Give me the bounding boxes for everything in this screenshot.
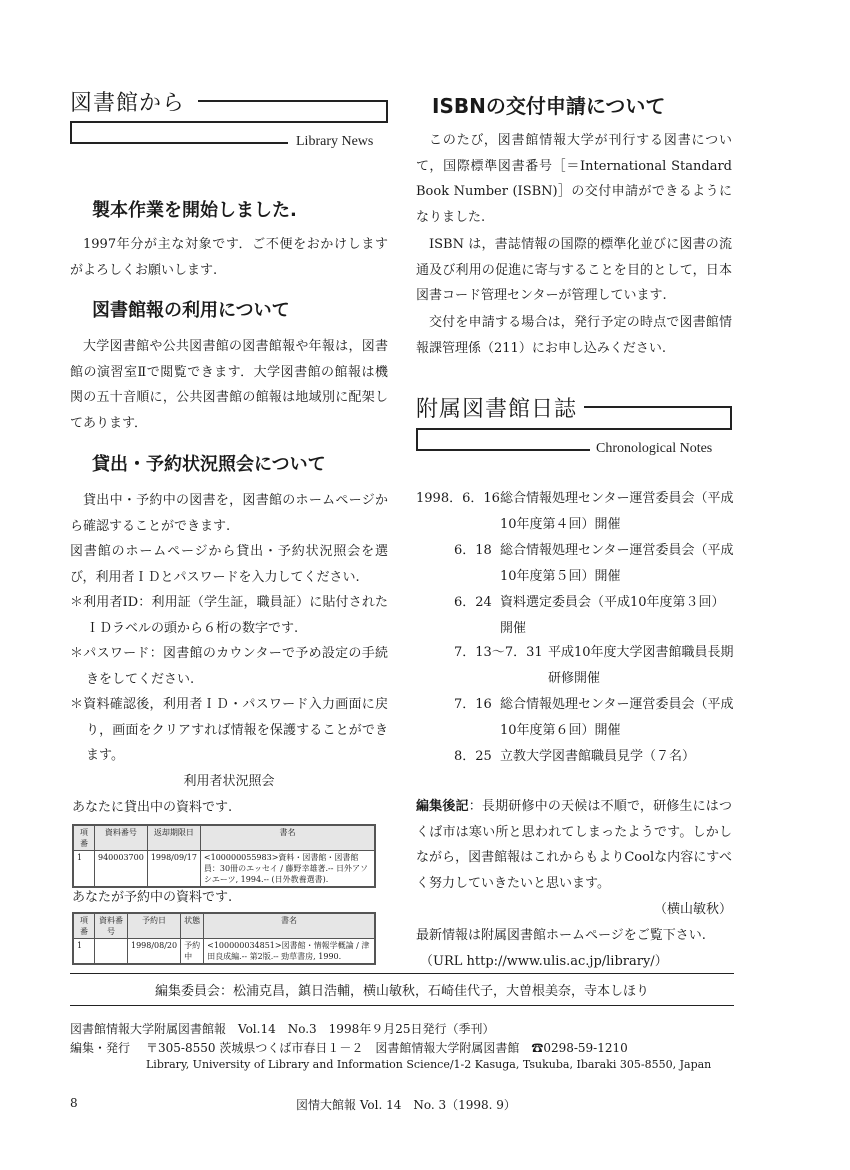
reserve-header-id: 資料番号 xyxy=(95,914,128,939)
loan-header-due: 返却期限日 xyxy=(147,826,200,851)
article-heading: 図書館報の利用について xyxy=(92,300,290,321)
list-item xyxy=(416,590,736,642)
editorial-committee: 編集委員会：松浦克昌，鎮日浩輔，横山敏秋，石崎佳代子，大曽根美奈，寺本しほり xyxy=(154,984,649,999)
title-rule xyxy=(584,406,732,408)
loan-cell: <100000055983>資料・図書館・図書館員：30冊のエッセイ / 藤野幸雄著.-- 日外アソシエーツ, 1994.-- (日外教養選書). xyxy=(200,851,374,887)
article-paragraph: このたび，図書館情報大学が刊行する図書について，国際標準図書番号［＝International Standard Book Number (ISBN)］の交付申請ができるようになりました. xyxy=(416,133,732,225)
section-title: 附属図書館日誌 xyxy=(416,397,578,422)
divider xyxy=(70,973,734,974)
section-caption: Library News xyxy=(296,134,374,149)
reserve-cell: 1998/08/20 xyxy=(128,939,181,964)
screenshot-title: 利用者状況照会 xyxy=(183,774,275,789)
article-paragraph: 大学図書館や公共図書館の図書館報や年報は，図書館の演習室Ⅱで閲覧できます．大学図書館の館報は機関の五十音順に，公共図書館の館報は地域別に配架してあります． xyxy=(70,339,388,431)
title-rule xyxy=(198,100,388,102)
reserve-header-date: 予約日 xyxy=(128,914,181,939)
latest-url[interactable] xyxy=(420,950,668,969)
list-item xyxy=(416,744,736,770)
loan-header-title: 書名 xyxy=(200,826,374,851)
caption-rule xyxy=(70,142,288,144)
list-item xyxy=(416,538,736,590)
reserve-header-status: 状態 xyxy=(181,914,204,939)
table-row xyxy=(74,851,375,887)
diary-date: 1998．6．16 xyxy=(416,491,500,506)
title-box-left xyxy=(416,428,418,450)
diary-text: 資料選定委員会（平成10年度第３回）開催 xyxy=(500,595,725,636)
divider xyxy=(70,1005,734,1006)
diary-text: 総合情報処理センター運営委員会（平成10年度第４回）開催 xyxy=(500,491,734,532)
page-number: 8 xyxy=(70,1096,78,1110)
diary-date: 6．18 xyxy=(454,543,492,558)
loan-header-id: 資料番号 xyxy=(95,826,148,851)
note-item: ＊パスワード：図書館のカウンターで予め設定の手続きをしてください. xyxy=(70,646,388,687)
diary-text: 平成10年度大学図書館職員長期研修開催 xyxy=(548,645,734,686)
loan-header-no: 項番 xyxy=(74,826,95,851)
table-row xyxy=(74,939,375,964)
reserve-header-title: 書名 xyxy=(204,914,375,939)
colophon-line: 〒305-8550 茨城県つくば市春日１－２ 図書館情報大学附属図書館 ☎0298-59-1210 xyxy=(146,1041,628,1055)
reserve-table xyxy=(72,912,376,965)
colophon-line: 図書館情報大学附属図書館報 Vol.14 No.3 1998年９月25日発行（季刊） xyxy=(70,1022,495,1036)
title-box-top xyxy=(416,428,732,430)
article-heading: 貸出・予約状況照会について xyxy=(92,454,326,475)
article-paragraph: ISBN は，書誌情報の国際的標準化並びに図書の流通及び利用の促進に寄与することを目的として，日本図書コード管理センターが管理しています. xyxy=(416,237,732,303)
section-title: 図書館から xyxy=(70,91,186,116)
postscript-text: ：長期研修中の天候は不順で，研修生にはつくば市は寒い所と思われてしまったようです。しかしながら，図書館報はこれからもよりCoolな内容にすべく努力していきたいと思います。 xyxy=(416,799,732,891)
running-title: 図情大館報 Vol. 14 No. 3（1998. 9） xyxy=(296,1098,516,1112)
caption-rule xyxy=(416,449,590,451)
list-item xyxy=(416,640,736,692)
diary-date: 7．16 xyxy=(454,697,492,712)
reserve-caption: あなたが予約中の資料です. xyxy=(72,890,233,905)
title-box-right xyxy=(386,100,388,122)
article-heading: 製本作業を開始しました. xyxy=(92,200,297,221)
reserve-cell: <100000034851>図書館・情報学概論 / 津田良成編.-- 第2版.-- 勁草書房, 1990. xyxy=(204,939,375,964)
diary-text: 総合情報処理センター運営委員会（平成10年度第６回）開催 xyxy=(500,697,734,738)
loan-table xyxy=(72,824,376,888)
title-box-right xyxy=(730,406,732,428)
reserve-cell: 予約中 xyxy=(181,939,204,964)
article-paragraph: 交付を申請する場合は，発行予定の時点で図書館情報課管理係（211）にお申し込みください. xyxy=(416,315,732,356)
latest-url-link[interactable]: （URL http://www.ulis.ac.jp/library/） xyxy=(420,954,668,969)
diary-date: 8．25 xyxy=(454,749,492,764)
postscript-paragraph xyxy=(416,794,732,896)
list-item xyxy=(416,486,736,538)
list-item xyxy=(416,692,736,744)
reserve-cell: 1 xyxy=(74,939,95,964)
postscript-label: 編集後記 xyxy=(416,799,469,814)
loan-cell: 1 xyxy=(74,851,95,887)
postscript-signature: （横山敏秋） xyxy=(653,902,732,917)
colophon-label: 編集・発行 xyxy=(70,1041,131,1055)
loan-cell: 1998/09/17 xyxy=(147,851,200,887)
reserve-cell xyxy=(95,939,128,964)
note-item: ＊利用者ID：利用証（学生証，職員証）に貼付されたＩＤラベルの頭から６桁の数字です. xyxy=(70,595,388,636)
loan-cell: 940003700 xyxy=(95,851,148,887)
article-heading: ISBNの交付申請について xyxy=(432,94,666,118)
title-box-top xyxy=(70,121,388,123)
article-paragraph: 1997年分が主な対象です．ご不便をおかけしますがよろしくお願いします. xyxy=(70,237,388,278)
colophon-line: Library, University of Library and Information Science/1-2 Kasuga, Tsukuba, Ibaraki 305-8550, Japan xyxy=(146,1058,712,1071)
diary-date: 6．24 xyxy=(454,595,492,610)
diary-date: 7．13～7．31 xyxy=(454,645,543,660)
latest-info: 最新情報は附属図書館ホームページをご覧下さい. xyxy=(416,928,706,943)
loan-caption: あなたに貸出中の資料です. xyxy=(72,800,233,815)
article-paragraph: 貸出中・予約中の図書を，図書館のホームページから確認することができます. xyxy=(70,493,388,534)
reserve-header-no: 項番 xyxy=(74,914,95,939)
section-caption: Chronological Notes xyxy=(596,441,713,456)
note-item: ＊資料確認後，利用者ＩＤ・パスワード入力画面に戻り，画面をクリアすれば情報を保護することができます。 xyxy=(70,697,388,763)
diary-text: 立教大学図書館職員見学（７名） xyxy=(500,749,696,764)
article-paragraph: 図書館のホームページから貸出・予約状況照会を選び，利用者ＩＤとパスワードを入力してください. xyxy=(70,544,388,585)
title-box-left xyxy=(70,121,72,144)
diary-text: 総合情報処理センター運営委員会（平成10年度第５回）開催 xyxy=(500,543,734,584)
